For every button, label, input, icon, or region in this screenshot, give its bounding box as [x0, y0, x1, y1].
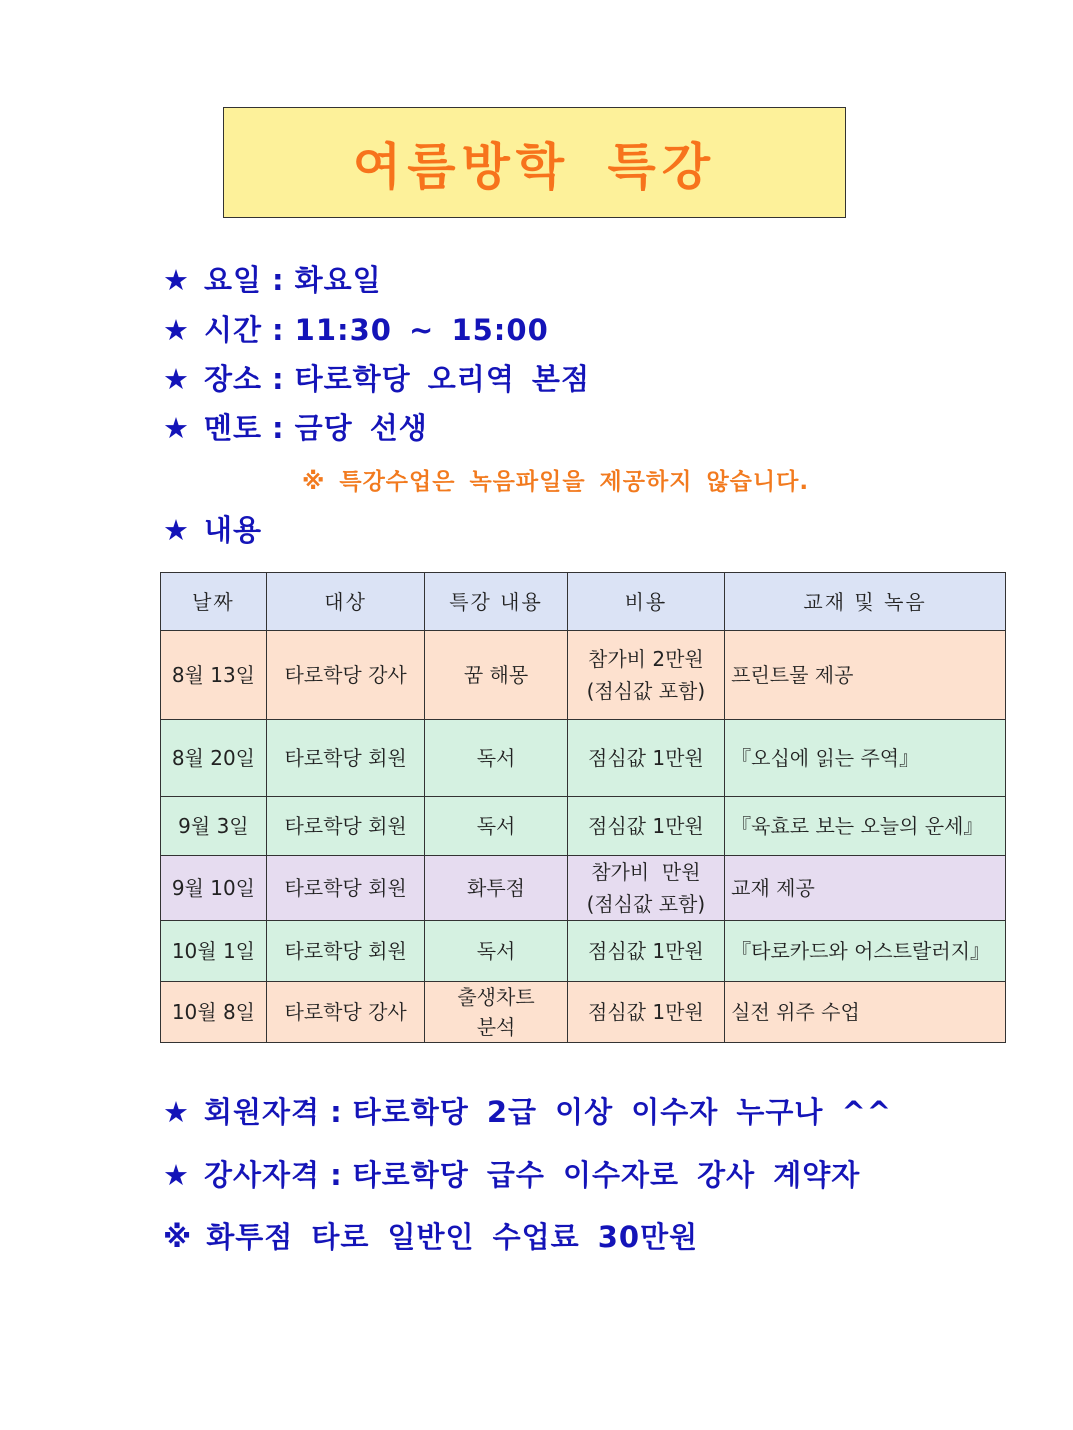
cell-date: 10월 1일	[161, 921, 267, 982]
star-icon: ★	[163, 313, 190, 347]
table-row	[161, 856, 1006, 921]
info-value: 화요일	[294, 263, 382, 297]
star-icon: ★	[163, 263, 190, 297]
star-icon: ★	[163, 1095, 190, 1129]
info-place	[163, 357, 590, 398]
cell-material: 실전 위주 수업	[725, 982, 1006, 1043]
instructor-qualification	[163, 1153, 860, 1194]
cell-cost: 점심값 1만원	[567, 720, 724, 797]
header-material: 교재 및 녹음	[725, 573, 1006, 631]
cell-date: 10월 8일	[161, 982, 267, 1043]
topic-line: 출생차트	[457, 985, 535, 1009]
info-separator: :	[272, 362, 285, 396]
table-row	[161, 720, 1006, 797]
header-cost: 비용	[567, 573, 724, 631]
cell-topic: 꿈 해몽	[425, 631, 567, 720]
qualification-separator: :	[330, 1095, 343, 1129]
cell-cost: 점심값 1만원	[567, 921, 724, 982]
cell-date: 9월 3일	[161, 797, 267, 856]
page-title: 여름방학 특강	[352, 137, 717, 196]
star-icon: ★	[163, 362, 190, 396]
title-banner	[223, 107, 846, 218]
cell-cost: 점심값 1만원	[567, 797, 724, 856]
qualification-label: 회원자격	[204, 1095, 321, 1129]
cell-target: 타로학당 강사	[266, 982, 425, 1043]
cell-target: 타로학당 회원	[266, 856, 425, 921]
qualification-label: 강사자격	[204, 1158, 321, 1192]
info-label: 장소	[204, 362, 263, 396]
info-separator: :	[272, 313, 285, 347]
qualification-separator: :	[330, 1158, 343, 1192]
info-label: 요일	[204, 263, 263, 297]
cell-material: 『육효로 보는 오늘의 운세』	[725, 797, 1006, 856]
cell-cost	[567, 631, 724, 720]
cell-topic	[425, 982, 567, 1043]
info-separator: :	[272, 263, 285, 297]
cost-line: 참가비 2만원	[588, 647, 704, 671]
cell-material: 프린트물 제공	[725, 631, 1006, 720]
cost-note: (점심값 포함)	[586, 679, 706, 703]
header-date: 날짜	[161, 573, 267, 631]
cell-target: 타로학당 강사	[266, 631, 425, 720]
info-mentor	[163, 406, 428, 447]
tuition-note-text: 화투점 타로 일반인 수업료 30만원	[206, 1220, 699, 1254]
recording-notice: ※ 특강수업은 녹음파일을 제공하지 않습니다.	[302, 469, 810, 495]
cell-material: 『오십에 읽는 주역』	[725, 720, 1006, 797]
table-row	[161, 982, 1006, 1043]
star-icon: ★	[163, 513, 190, 547]
cost-line: 참가비 만원	[591, 860, 701, 884]
info-separator: :	[272, 411, 285, 445]
info-value: 타로학당 오리역 본점	[294, 362, 590, 396]
info-label: 시간	[204, 313, 263, 347]
table-header-row	[161, 573, 1006, 631]
cell-target: 타로학당 회원	[266, 921, 425, 982]
star-icon: ★	[163, 1158, 190, 1192]
info-value: 11:30 ~ 15:00	[294, 313, 549, 347]
cell-date: 8월 13일	[161, 631, 267, 720]
table-row	[161, 631, 1006, 720]
member-qualification	[163, 1090, 892, 1131]
content-heading	[163, 508, 262, 549]
cost-note: (점심값 포함)	[586, 892, 706, 916]
table-row	[161, 797, 1006, 856]
table-row	[161, 921, 1006, 982]
cell-material: 교재 제공	[725, 856, 1006, 921]
cell-topic: 독서	[425, 797, 567, 856]
cell-topic: 독서	[425, 720, 567, 797]
cell-topic: 독서	[425, 921, 567, 982]
header-target: 대상	[266, 573, 425, 631]
schedule-table	[160, 572, 1006, 1043]
info-time	[163, 308, 549, 349]
topic-line: 분석	[476, 1015, 516, 1039]
tuition-note	[163, 1215, 698, 1256]
cell-date: 8월 20일	[161, 720, 267, 797]
cell-date: 9월 10일	[161, 856, 267, 921]
cell-cost	[567, 856, 724, 921]
cell-material: 『타로카드와 어스트랄러지』	[725, 921, 1006, 982]
cell-target: 타로학당 회원	[266, 797, 425, 856]
cell-topic: 화투점	[425, 856, 567, 921]
cell-target: 타로학당 회원	[266, 720, 425, 797]
info-value: 금당 선생	[294, 411, 428, 445]
info-day	[163, 258, 382, 299]
reference-mark-icon: ※	[163, 1220, 193, 1254]
star-icon: ★	[163, 411, 190, 445]
content-heading-label: 내용	[204, 513, 263, 547]
cell-cost: 점심값 1만원	[567, 982, 724, 1043]
info-label: 멘토	[204, 411, 263, 445]
qualification-value: 타로학당 급수 이수자로 강사 계약자	[352, 1158, 861, 1192]
header-topic: 특강 내용	[425, 573, 567, 631]
qualification-value: 타로학당 2급 이상 이수자 누구나 ^^	[352, 1095, 893, 1129]
